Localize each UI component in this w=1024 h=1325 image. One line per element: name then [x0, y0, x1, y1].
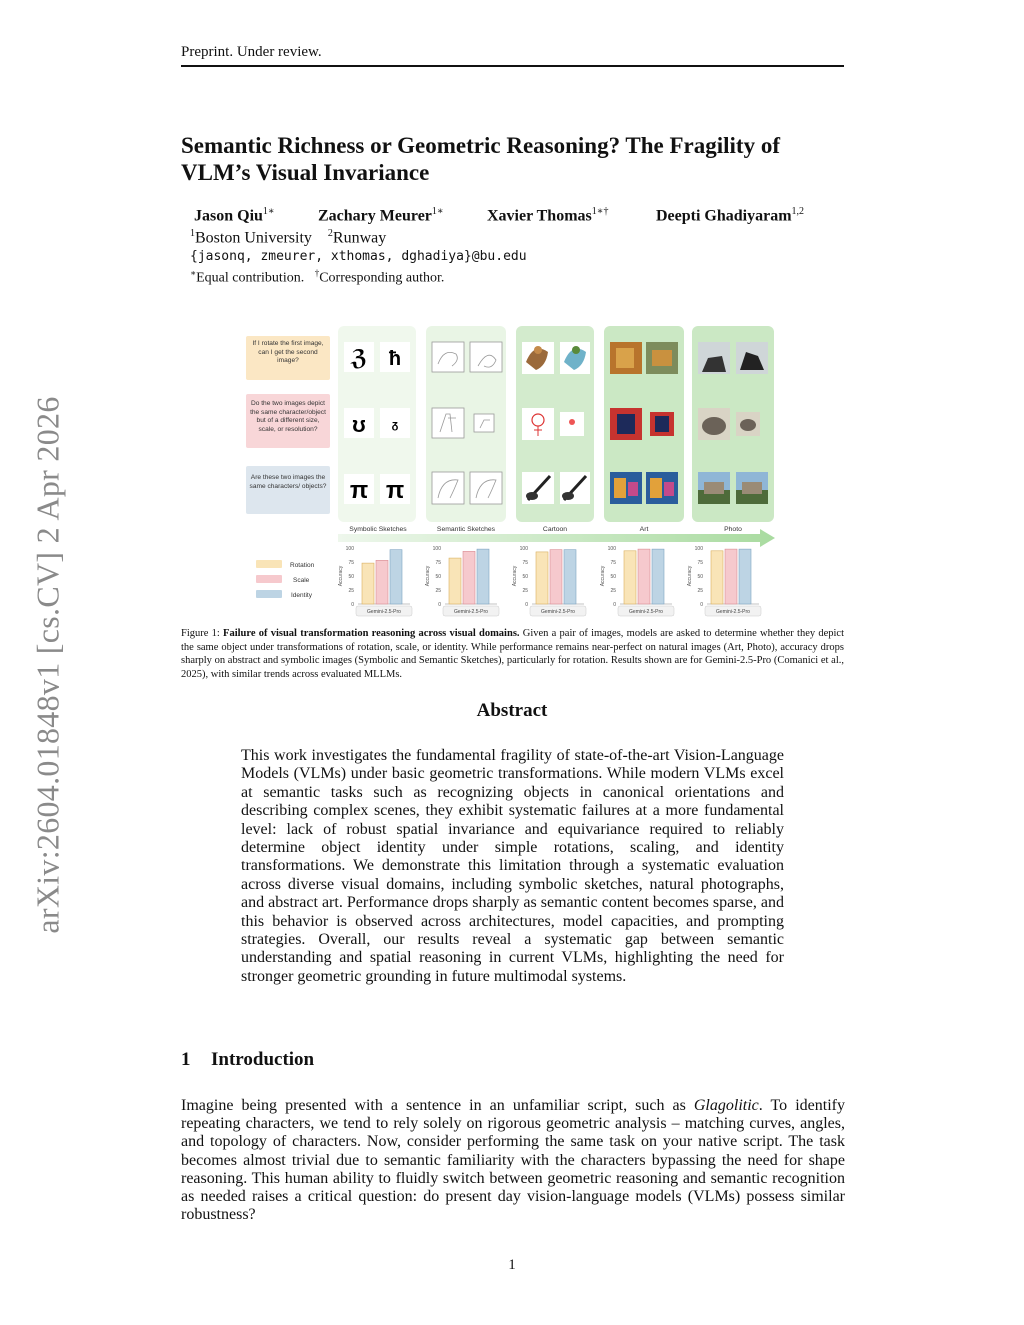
legend-label-scale: Scale	[293, 577, 310, 584]
y-tick-label: 25	[697, 588, 703, 594]
title-line-1: Semantic Richness or Geometric Reasoning? The Fragility of	[181, 133, 780, 158]
bar-rotation	[711, 551, 723, 604]
affiliations: $^1$Boston University $^2$Runway	[190, 228, 387, 247]
arxiv-identifier: arXiv:2604.01848v1 [cs.CV] 2 Apr 2026	[29, 396, 66, 934]
bar-scale	[638, 549, 650, 604]
domain-label-art: Art	[639, 526, 649, 533]
y-tick-label: 100	[432, 546, 441, 552]
question-rotation: If I rotate the first image, can I get the second image?	[252, 340, 324, 365]
bar-identity	[564, 550, 576, 604]
author-1: Jason Qiu$^{1∗}$	[194, 206, 275, 225]
accuracy-charts	[338, 546, 761, 616]
bar-identity	[390, 550, 402, 604]
figure-1	[240, 322, 785, 627]
glyph-4: ᵹ	[391, 419, 399, 431]
bar-scale	[376, 560, 388, 604]
y-tick-label: 0	[351, 602, 354, 608]
y-tick-label: 75	[610, 560, 616, 566]
domain-label-photo: Photo	[724, 526, 742, 533]
y-tick-label: 75	[697, 560, 703, 566]
y-axis-label: Accuracy	[512, 565, 518, 587]
y-tick-label: 100	[694, 546, 703, 552]
domain-label-cartoon: Cartoon	[542, 526, 568, 533]
y-tick-label: 0	[525, 602, 528, 608]
bar-scale	[550, 550, 562, 604]
paper-title	[181, 132, 861, 186]
y-tick-label: 25	[435, 588, 441, 594]
introduction-paragraph: Imagine being presented with a sentence in an unfamiliar script, such as Glagolitic. To identify repeating characters, we tend to rely solely on rigorous geometric analysis – matching curves, angles, and topology of characters. Now, consider performing the same task on your native script. The task becomes almost trivial due to semantic familiarity with the characters bypassing the need for shape reasoning. This human ability to fluidly switch between geometric reasoning and semantic recognition as needed raises a critical question: do present day vision-language models (VLMs) possess similar robustness?	[181, 1097, 845, 1224]
y-tick-label: 50	[348, 574, 354, 580]
header-rule	[181, 65, 844, 67]
x-axis-label: Gemini-2.5-Pro	[367, 609, 401, 615]
y-tick-label: 25	[522, 588, 528, 594]
bar-rotation	[536, 552, 548, 604]
glyph-5: π	[349, 477, 369, 504]
running-header: Preprint. Under review.	[181, 44, 322, 60]
legend-label-identity: Identity	[291, 592, 312, 599]
y-tick-label: 0	[613, 602, 616, 608]
arxiv-sidebar	[28, 380, 68, 950]
glyph-2: ħ	[388, 348, 402, 370]
y-tick-label: 50	[522, 574, 528, 580]
abstract-heading: Abstract	[476, 700, 548, 721]
y-tick-label: 100	[345, 546, 354, 552]
title-line-2: VLM’s Visual Invariance	[181, 160, 430, 185]
legend-label-rotation: Rotation	[290, 562, 315, 569]
x-axis-label: Gemini-2.5-Pro	[629, 609, 663, 615]
bar-identity	[652, 549, 664, 604]
legend-swatch-rotation	[256, 560, 282, 568]
y-tick-label: 50	[610, 574, 616, 580]
y-axis-label: Accuracy	[338, 565, 344, 587]
y-tick-label: 50	[435, 574, 441, 580]
page-number: 1	[508, 1257, 516, 1273]
y-tick-label: 50	[697, 574, 703, 580]
domain-label-symbolic: Symbolic Sketches	[349, 526, 407, 533]
domain-label-semantic: Semantic Sketches	[436, 526, 496, 533]
y-axis-label: Accuracy	[600, 565, 606, 587]
author-3: Xavier Thomas$^{1∗\dagger}$	[487, 206, 609, 225]
author-emails: {jasonq, zmeurer, xthomas, dghadiya}@bu.edu	[190, 249, 527, 264]
legend	[256, 560, 315, 599]
bar-identity	[477, 549, 489, 604]
y-axis-label: Accuracy	[425, 565, 431, 587]
bar-rotation	[624, 551, 636, 604]
y-tick-label: 75	[522, 560, 528, 566]
question-identity: Are these two images the same characters/ objects?	[249, 474, 327, 490]
y-tick-label: 0	[700, 602, 703, 608]
legend-swatch-identity	[256, 590, 282, 598]
y-tick-label: 25	[610, 588, 616, 594]
x-axis-label: Gemini-2.5-Pro	[716, 609, 750, 615]
question-scale: Do the two images depict the same character/object but of a different size, scale, or resolution?	[250, 400, 326, 433]
author-4: Deepti Ghadiyaram$^{1,2}$	[656, 206, 805, 225]
author-notes: ∗Equal contribution. †Corresponding author.	[190, 268, 445, 286]
x-axis-label: Gemini-2.5-Pro	[541, 609, 575, 615]
bar-identity	[739, 549, 751, 604]
y-tick-label: 75	[348, 560, 354, 566]
legend-swatch-scale	[256, 575, 282, 583]
y-tick-label: 100	[519, 546, 528, 552]
bar-rotation	[362, 563, 374, 604]
glyph-6: π	[385, 477, 405, 504]
x-axis-label: Gemini-2.5-Pro	[454, 609, 488, 615]
bar-scale	[725, 549, 737, 604]
glyph-1: ℨ	[350, 345, 368, 370]
figure-caption: Figure 1: Failure of visual transformation reasoning across visual domains. Given a pair of images, models are asked to determine whether they depict the same object under transformations of rotation, scale, or identity. While performance remains near-perfect on natural images (Art, Photo), accuracy drops sharply on abstract and symbolic images (Symbolic and Semantic Sketches), particularly for rotation. Results shown are for Gemini-2.5-Pro (Comanici et al., 2025), with similar trends across evaluated MLLMs.	[181, 628, 844, 680]
y-tick-label: 75	[435, 560, 441, 566]
glyph-3: ʊ	[352, 412, 366, 437]
y-tick-label: 100	[607, 546, 616, 552]
bar-rotation	[449, 558, 461, 604]
abstract-body: This work investigates the fundamental fragility of state-of-the-art Vision-Language Models (VLMs) under basic geometric transformations. While modern VLMs excel at semantic tasks such as recognizing objects in canonical orientations and describing complex scenes, they exhibit systematic failures at a more fundamental level: lack of robust spatial invariance and equivariance required to reliably determine object identity under simple rotations, scaling, and identity transformations. We demonstrate this limitation through a systematic evaluation across diverse visual domains, including symbolic sketches, natural photographs, and abstract art. Performance drops sharply as semantic content becomes sparse, and this behavior is observed across architectures, model capacities, and prompting strategies. Overall, our results reveal a systematic gap between semantic understanding and spatial reasoning in current VLMs, highlighting the need for stronger geometric grounding in future multimodal systems.	[241, 747, 784, 985]
y-tick-label: 0	[438, 602, 441, 608]
section-heading-introduction: 1 Introduction	[181, 1049, 315, 1070]
y-tick-label: 25	[348, 588, 354, 594]
bar-scale	[463, 551, 475, 604]
author-2: Zachary Meurer$^{1∗}$	[318, 206, 444, 225]
y-axis-label: Accuracy	[687, 565, 693, 587]
